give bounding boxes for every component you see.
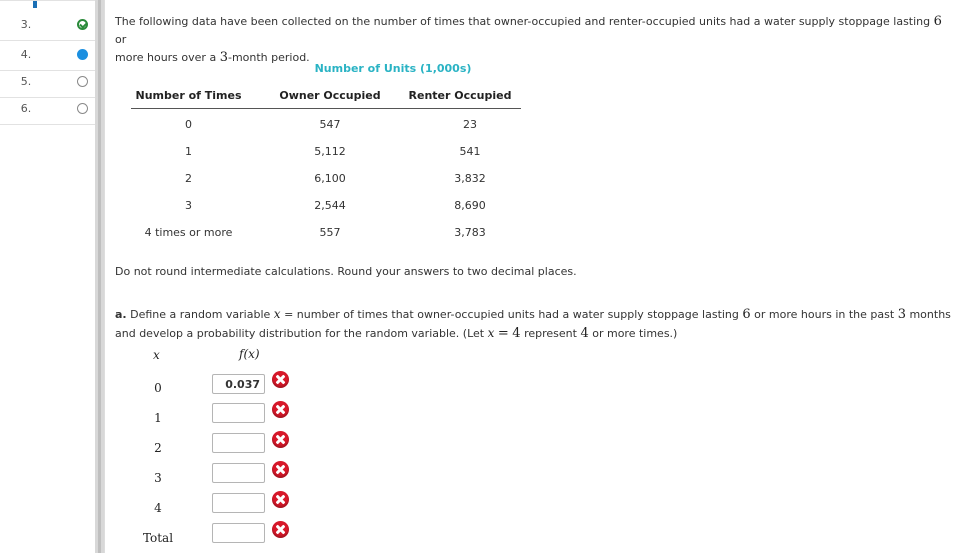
question-intro: The following data have been collected on the number of times that owner-occupied and renter-occupied units had a water supply stoppage lasting 6 or more hours over a 3-month period. bbox=[115, 14, 942, 65]
incorrect-icon bbox=[272, 491, 289, 508]
incorrect-icon bbox=[272, 371, 289, 388]
nav-item-number: 3. bbox=[20, 18, 32, 31]
question-content: The following data have been collected on the number of times that owner-occupied and renter-occupied units had a water supply stoppage lasting 6 or more hours over a 3-month period. Number of Units (1,000s) Number of Times Owner Occupied Renter Occupied 0 547 23 1 5,112 541 2 6,100 3,832 3 2,544 8,690 4 times or more 557 3,783 Do not round intermediate calculations. Round your answers to two decimal places. a. Define a random variable x = number of times that owner-occupied units had a water supply stoppage lasting 6 or more hours in the past 3 months and develop a probability distribution for the random variable. (Let x = 4 represent 4 or more times.) x f(x) 0 0.037 1 2 3 4 Total bbox=[104, 0, 963, 553]
nav-item-number: 4. bbox=[20, 48, 32, 61]
nav-divider bbox=[0, 0, 95, 1]
incorrect-icon bbox=[272, 521, 289, 538]
col-header-renter: Renter Occupied bbox=[408, 89, 512, 102]
col-header-owner: Owner Occupied bbox=[279, 89, 381, 102]
empty-circle-icon bbox=[77, 103, 88, 114]
empty-circle-icon bbox=[77, 76, 88, 87]
rounding-instructions: Do not round intermediate calculations. Round your answers to two decimal places. bbox=[115, 265, 577, 278]
x-value: 1 bbox=[154, 411, 162, 425]
incorrect-icon bbox=[272, 461, 289, 478]
nav-item-6[interactable] bbox=[0, 94, 95, 125]
fx-input-2[interactable] bbox=[212, 433, 265, 453]
x-value: 4 bbox=[154, 501, 162, 515]
answer-col-fx: f(x) bbox=[239, 347, 260, 361]
x-value: 0 bbox=[154, 381, 162, 395]
fx-input-1[interactable] bbox=[212, 403, 265, 423]
fx-input-total[interactable] bbox=[212, 523, 265, 543]
scrollbar[interactable] bbox=[95, 0, 104, 553]
table-header-rule bbox=[131, 108, 521, 109]
nav-item-number: 5. bbox=[20, 75, 32, 88]
units-group-header: Number of Units (1,000s) bbox=[314, 62, 472, 75]
fx-input-3[interactable] bbox=[212, 463, 265, 483]
nav-item-number: 6. bbox=[20, 102, 32, 115]
incorrect-icon bbox=[272, 401, 289, 418]
nav-top-marker bbox=[33, 0, 37, 8]
incorrect-icon bbox=[272, 431, 289, 448]
question-nav bbox=[0, 0, 95, 553]
x-value: 2 bbox=[154, 441, 162, 455]
total-label: Total bbox=[142, 531, 174, 545]
col-header-times: Number of Times bbox=[135, 89, 242, 102]
nav-item-3[interactable] bbox=[0, 10, 95, 41]
x-value: 3 bbox=[154, 471, 162, 485]
answer-col-x: x bbox=[153, 348, 160, 362]
check-icon bbox=[77, 19, 88, 30]
fx-input-4[interactable] bbox=[212, 493, 265, 513]
fx-input-0[interactable]: 0.037 bbox=[212, 374, 265, 394]
current-dot-icon bbox=[77, 49, 88, 60]
part-a-prompt: a. Define a random variable x = number of times that owner-occupied units had a water supply stoppage lasting 6 or more hours in the past 3 months and develop a probability distribution for the random variable. (Let x = 4 represent 4 or more times.) bbox=[115, 307, 951, 341]
